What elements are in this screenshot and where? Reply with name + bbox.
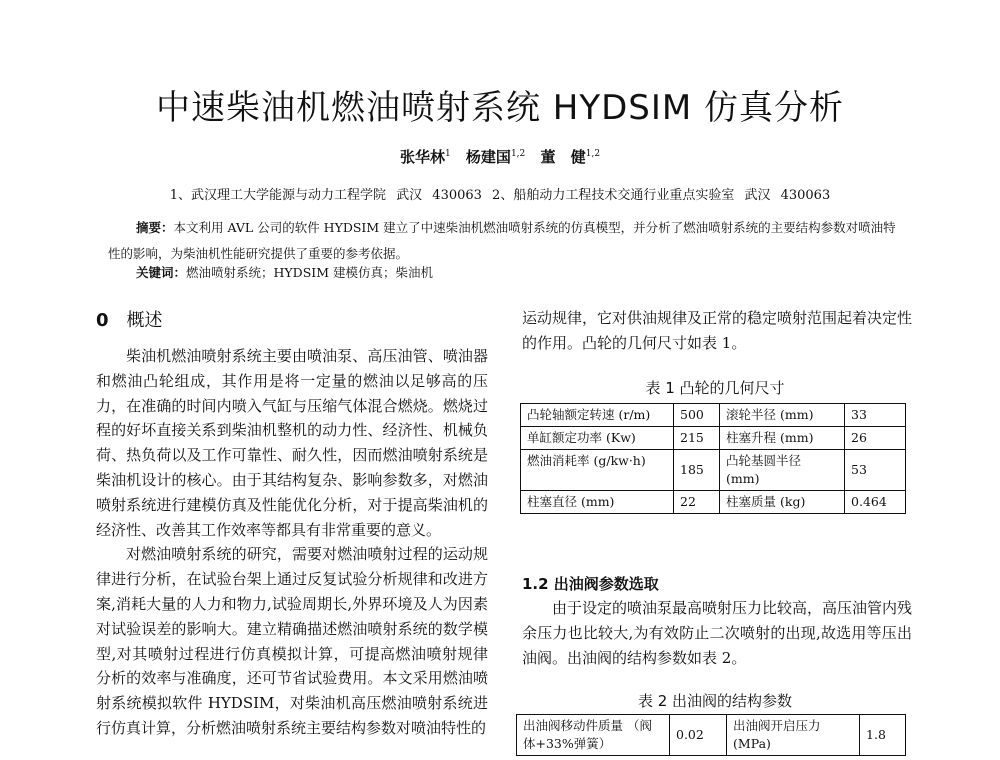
table-cell: 22 <box>674 491 720 514</box>
subsection-heading: 1.2 出油阀参数选取 <box>522 575 659 593</box>
section-heading <box>96 306 163 332</box>
body-paragraph: 对燃油喷射系统的研究，需要对燃油喷射过程的运动规律进行分析，在试验台架上通过反复试验分析规律和改进方案,消耗大量的人力和物力,试验周期长,外界环境及人为因素对试验误差的影响大。建立精确描述燃油喷射系统的数学模型,对其喷射过程进行仿真模拟计算，可提高燃油喷射规律分析的效率与准确度，还可节省试验费用。本文采用燃油喷射系统模拟软件 HYDSIM，对柴油机高压燃油喷射系统进行仿真计算，分析燃油喷射系统主要结构参数对喷油特性的 <box>96 545 488 737</box>
author-name: 张华林 <box>399 148 445 166</box>
author-name: 杨建国 <box>465 148 511 166</box>
author-affil-mark: 1 <box>444 149 451 159</box>
table-cell: 凸轮基圆半径 (mm) <box>720 450 845 491</box>
body-paragraph: 运动规律，它对供油规律及正常的稳定喷射范围起着决定性的作用。凸轮的几何尺寸如表 1。 <box>522 309 913 352</box>
body-paragraph: 由于设定的喷油泵最高喷射压力比较高，高压油管内残余压力也比较大,为有效防止二次喷射的出现,故选用等压出油阀。出油阀的结构参数如表 2。 <box>522 599 913 667</box>
table-row <box>521 427 906 450</box>
table-cell: 1.8 <box>860 715 906 756</box>
table1 <box>520 403 906 514</box>
table-cell: 单缸额定功率 (Kw) <box>521 427 674 450</box>
body-paragraph: 柴油机燃油喷射系统主要由喷油泵、高压油管、喷油器和燃油凸轮组成，其作用是将一定量的燃油以足够高的压力，在准确的时间内喷入气缸与压缩气体混合燃烧。燃烧过程的好坏直接关系到柴油机整机的动力性、经济性、机械负荷、热负荷以及工作可靠性、耐久性，因而燃油喷射系统是柴油机设计的核心。由于其结构复杂、影响参数多，对燃油喷射系统进行建模仿真及性能优化分析，对于提高柴油机的经济性、改善其工作效率等都具有非常重要的意义。 <box>96 347 488 539</box>
abstract <box>108 215 898 267</box>
table-cell: 柱塞升程 (mm) <box>720 427 845 450</box>
table-cell: 柱塞质量 (kg) <box>720 491 845 514</box>
table-cell: 215 <box>674 427 720 450</box>
table-row <box>521 450 906 491</box>
table2 <box>516 714 906 756</box>
author-name: 董 健 <box>540 148 586 166</box>
right-column-continuation <box>522 306 912 356</box>
table-row <box>521 491 906 514</box>
table-cell: 出油阀移动件质量 （阀体+33%弹簧） <box>517 715 670 756</box>
paper-title: 中速柴油机燃油喷射系统 HYDSIM 仿真分析 <box>155 88 845 128</box>
author-list <box>0 146 1000 167</box>
table-cell: 0.464 <box>845 491 906 514</box>
table-cell: 26 <box>845 427 906 450</box>
abstract-label: 摘要： <box>136 220 174 235</box>
keywords-text: 燃油喷射系统；HYDSIM 建模仿真；柴油机 <box>186 265 433 280</box>
table-cell: 出油阀开启压力 (MPa) <box>727 715 860 756</box>
table-cell: 柱塞直径 (mm) <box>521 491 674 514</box>
author-affil-mark: 1,2 <box>510 149 526 159</box>
table-row <box>517 715 906 756</box>
table-cell: 53 <box>845 450 906 491</box>
table-cell: 185 <box>674 450 720 491</box>
author-affil-mark: 1,2 <box>585 149 601 159</box>
section-number: 0 <box>96 310 109 331</box>
table-cell: 0.02 <box>670 715 727 756</box>
table-row <box>521 404 906 427</box>
abstract-text: 本文利用 AVL 公司的软件 HYDSIM 建立了中速柴油机燃油喷射系统的仿真模型，并分析了燃油喷射系统的主要结构参数对喷油特性的影响，为柴油机性能研究提供了重要的参考依据。 <box>108 220 896 261</box>
table-cell: 33 <box>845 404 906 427</box>
table2-caption: 表 2 出油阀的结构参数 <box>637 692 793 710</box>
table-cell: 500 <box>674 404 720 427</box>
table-cell: 滚轮半径 (mm) <box>720 404 845 427</box>
affiliation-line: 1、武汉理工大学能源与动力工程学院 武汉 430063 2、船舶动力工程技术交通行业重点实验室 武汉 430063 <box>169 188 831 203</box>
section-title: 概述 <box>126 310 163 331</box>
table-cell: 凸轮轴额定转速 (r/m) <box>521 404 674 427</box>
keywords-label: 关键词： <box>136 265 187 280</box>
table-cell: 燃油消耗率 (g/kw·h) <box>521 450 674 491</box>
table1-caption: 表 1 凸轮的几何尺寸 <box>645 379 785 397</box>
right-column-paragraph <box>522 596 912 670</box>
keywords <box>136 263 433 281</box>
left-column <box>96 344 488 741</box>
